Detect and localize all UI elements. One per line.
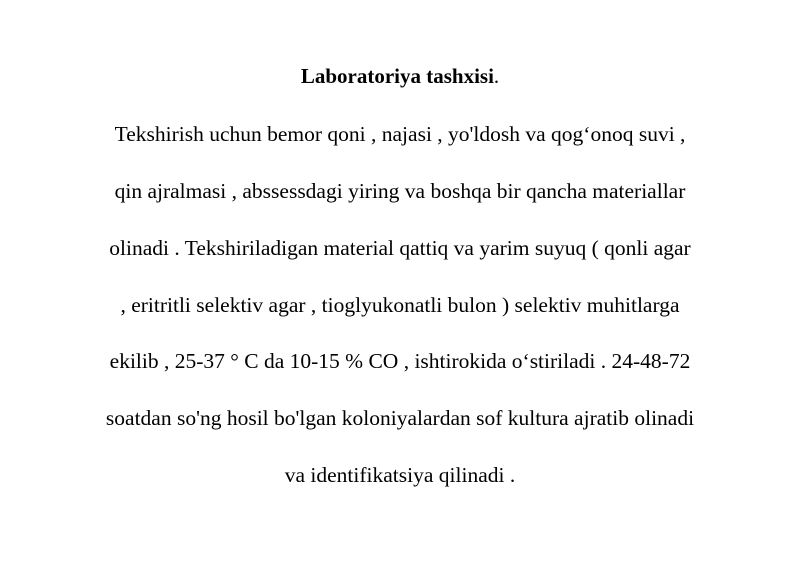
paragraph-line-3: olinadi . Tekshiriladigan material qattiq va yarim suyuq ( qonli agar: [109, 236, 691, 260]
heading-period: .: [493, 64, 500, 88]
heading-title: Laboratoriya tashxisi: [300, 64, 494, 88]
paragraph-line-1: Tekshirish uchun bemor qoni , najasi , yo'ldosh va qog‘onoq suvi ,: [114, 122, 686, 146]
paragraph-line-7: va identifikatsiya qilinadi .: [284, 463, 516, 487]
paragraph-line-2: qin ajralmasi , abssessdagi yiring va boshqa bir qancha materiallar: [114, 179, 686, 203]
paragraph-line-4: , eritritli selektiv agar , tioglyukonatli bulon ) selektiv muhitlarga: [120, 293, 680, 317]
document-heading: [0, 60, 800, 92]
paragraph-line-5: ekilib , 25-37 ° C da 10-15 % CO , ishtirokida o‘stiriladi . 24-48-72: [109, 349, 691, 373]
paragraph-line-6: soatdan so'ng hosil bo'lgan koloniyalardan sof kultura ajratib olinadi: [105, 406, 695, 430]
